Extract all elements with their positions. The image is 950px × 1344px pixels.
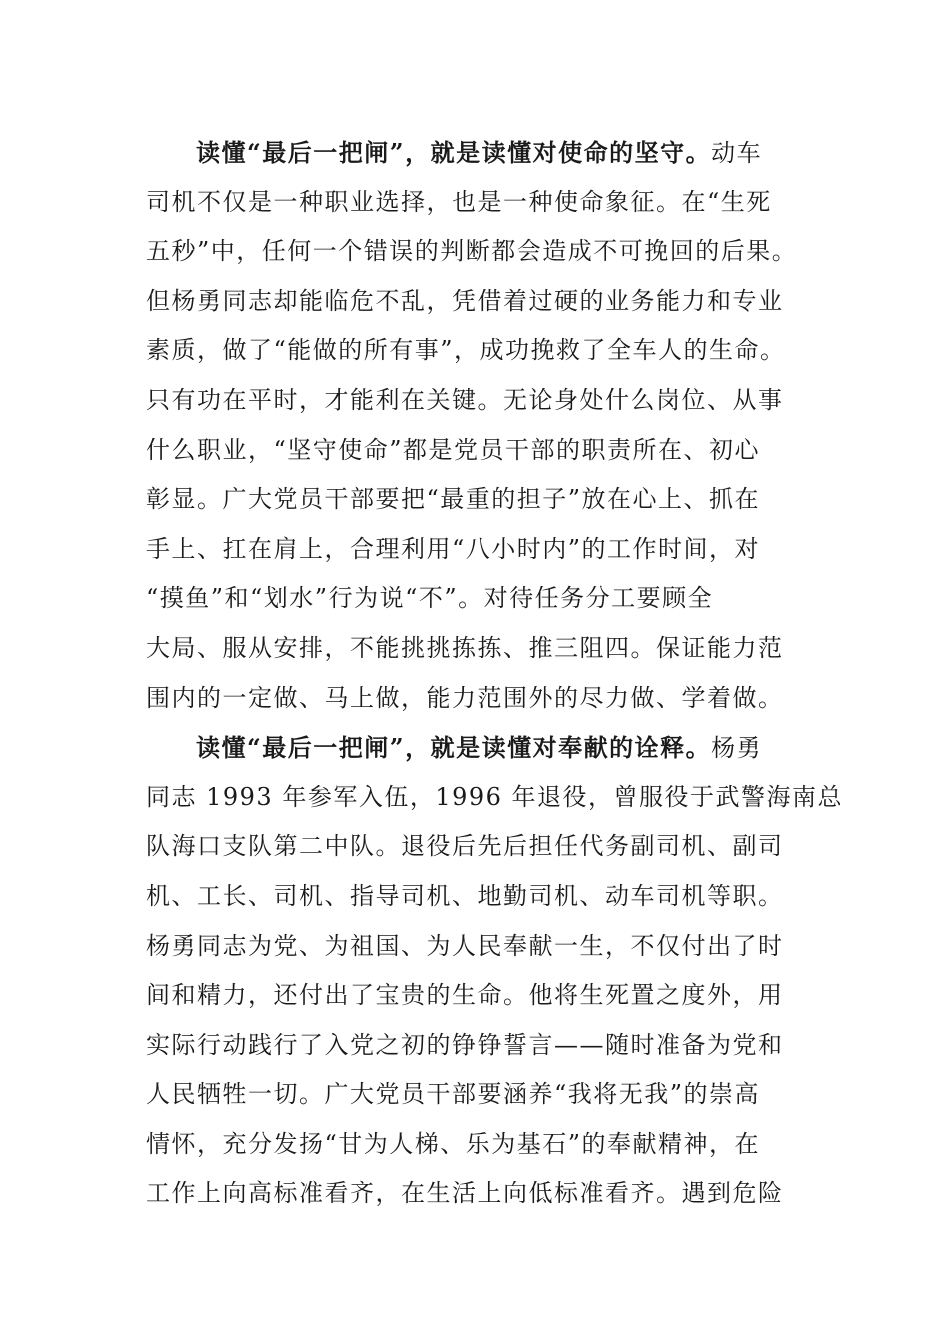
text-line: 五秒”中，任何一个错误的判断都会造成不可挽回的后果。 — [146, 237, 798, 266]
paragraph-dedication — [146, 723, 844, 1219]
text-line: 大局、服从安排，不能挑挑拣拣、推三阻四。保证能力范 — [146, 633, 784, 662]
text-line: 工作上向高标准看齐，在生活上向低标准看齐。遇到危险 — [146, 1179, 784, 1208]
paragraph-first-line — [146, 723, 806, 773]
paragraph-first-line — [146, 128, 806, 178]
text-line: 杨勇同志为党、为祖国、为人民奉献一生，不仅付出了时 — [146, 931, 784, 960]
text-line: 间和精力，还付出了宝贵的生命。他将生死置之度外，用 — [146, 981, 784, 1010]
paragraph-heading: 读懂“最后一把闸”，就是读懂对奉献的诠释。 — [196, 733, 712, 763]
text-line: 手上、扛在肩上，合理利用“八小时内”的工作时间，对 — [146, 534, 761, 563]
text-line: 实际行动践行了入党之初的铮铮誓言——随时准备为党和 — [146, 1030, 784, 1059]
text-line: 什么职业，“坚守使命”都是党员干部的职责所在、初心 — [146, 435, 761, 464]
text-line: 只有功在平时，才能利在关键。无论身处什么岗位、从事 — [146, 385, 784, 414]
text-line: 但杨勇同志却能临危不乱，凭借着过硬的业务能力和专业 — [146, 286, 784, 315]
text-line: 围内的一定做、马上做，能力范围外的尽力做、学着做。 — [146, 683, 784, 712]
text-line: 同志 1993 年参军入伍，1996 年退役，曾服役于武警海南总 — [146, 782, 844, 811]
text-line: “摸鱼”和“划水”行为说“不”。对待任务分工要顾全 — [146, 584, 714, 613]
paragraph-heading: 读懂“最后一把闸”，就是读懂对使命的坚守。 — [196, 138, 712, 167]
text-line: 机、工长、司机、指导司机、地勤司机、动车司机等职。 — [146, 881, 784, 910]
paragraph-mission — [146, 128, 806, 723]
text-line: 情怀，充分发扬“甘为人梯、乐为基石”的奉献精神，在 — [146, 1129, 761, 1158]
text-line: 彰显。广大党员干部要把“最重的担子”放在心上、抓在 — [146, 485, 761, 514]
text-line: 素质，做了“能做的所有事”，成功挽救了全车人的生命。 — [146, 336, 786, 365]
text-run: 杨勇 — [711, 734, 763, 763]
text-run: 动车 — [711, 139, 763, 167]
text-line: 队海口支队第二中队。退役后先后担任代务副司机、副司 — [146, 832, 784, 861]
text-line: 人民牺牲一切。广大党员干部要涵养“我将无我”的崇高 — [146, 1080, 761, 1109]
text-line: 司机不仅是一种职业选择，也是一种使命象征。在“生死 — [146, 187, 772, 216]
document-page — [146, 128, 844, 1219]
